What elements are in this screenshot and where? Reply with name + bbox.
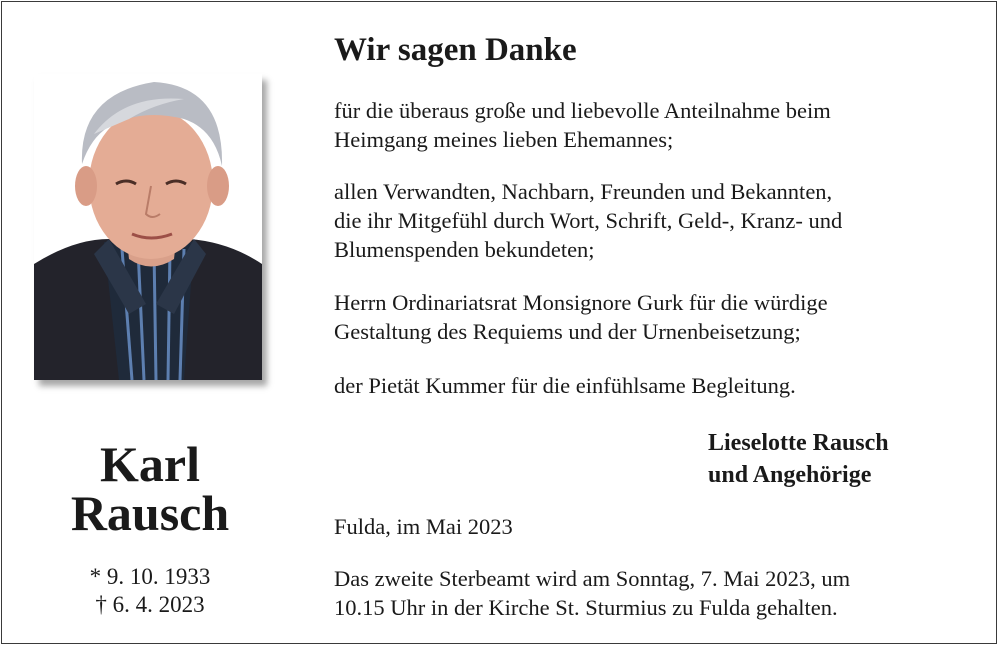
portrait-photo	[34, 74, 262, 380]
deceased-last-name: Rausch	[70, 485, 230, 541]
thanks-paragraph: für die überaus große und liebevolle Anteilnahme beim Heimgang meines lieben Ehemannes;	[334, 98, 831, 152]
mass-notice: Das zweite Sterbeamt wird am Sonntag, 7. Mai 2023, um 10.15 Uhr in der Kirche St. Sturmius zu Fulda gehalten.	[334, 566, 851, 620]
birth-date: * 9. 10. 1933	[89, 564, 211, 589]
place-date: Fulda, im Mai 2023	[334, 514, 513, 539]
thank-you-heading: Wir sagen Danke	[334, 32, 577, 68]
death-date: † 6. 4. 2023	[95, 592, 205, 617]
signer-relatives: und Angehörige	[708, 462, 872, 488]
signer-name: Lieselotte Rausch	[708, 430, 889, 456]
thanks-paragraph: der Pietät Kummer für die einfühlsame Begleitung.	[334, 373, 796, 398]
signer-block	[708, 427, 889, 491]
obituary-card	[1, 1, 997, 644]
thanks-paragraph: Herrn Ordinariatsrat Monsignore Gurk für die würdige Gestaltung des Requiems und der Urnenbeisetzung;	[334, 290, 828, 344]
deceased-first-name: Karl	[100, 436, 200, 492]
thanks-paragraph: allen Verwandten, Nachbarn, Freunden und Bekannten, die ihr Mitgefühl durch Wort, Schrift, Geld-, Kranz- und Blumenspenden bekundeten;	[334, 179, 843, 262]
